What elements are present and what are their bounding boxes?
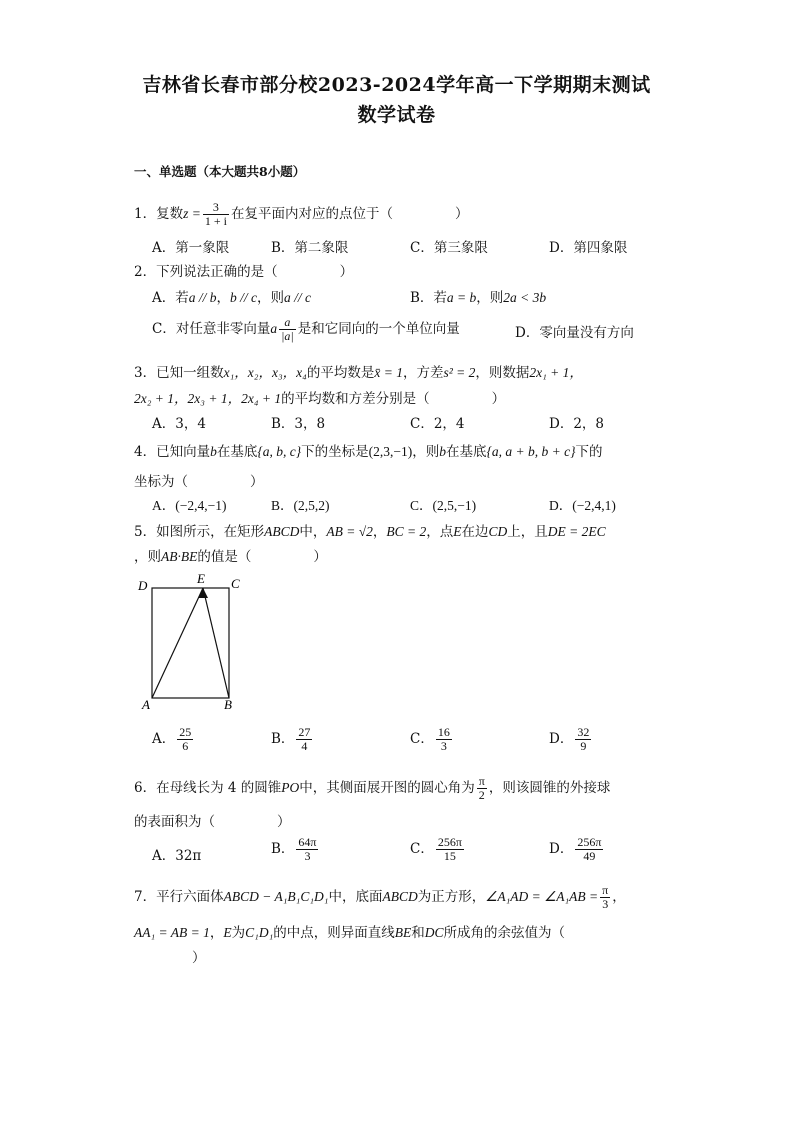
option-a: A．32π (152, 848, 202, 864)
question-3-line2: 2x₂ + 1，2x₃ + 1，2x₄ + 1的平均数和方差分别是（ ） (134, 391, 506, 407)
question-number: 6． (134, 780, 157, 796)
option-b: B．第二象限 (271, 240, 349, 256)
option-b: B．(2,5,2) (271, 498, 330, 513)
segment-be (203, 588, 229, 698)
option-c: C．(2,5,−1) (410, 498, 477, 513)
question-1: 1．复数z = $\frac{3}{1 + i}$ 在复平面内对应的点位于（ ） (134, 200, 469, 228)
option-a: A．第一象限 (152, 240, 230, 256)
page-title: 吉林省长春市部分校2023-2024学年高一下学期期末测试 (142, 74, 651, 96)
question-2: 2．下列说法正确的是（ ） (134, 264, 354, 280)
option-d: D．零向量没有方向 (515, 325, 634, 341)
option-a: A． $\frac{25}{6}$ (152, 725, 192, 753)
question-3: 3．已知一组数x₁，x₂，x₃，x₄的平均数是x̄ = 1，方差s² = 2，则数据2x₁ + 1， (134, 365, 583, 381)
option-d: D． $\frac{256\pi}{49}$ (549, 835, 602, 863)
option-c: C． $\frac{256\pi}{15}$ (410, 835, 462, 863)
question-number: 3． (134, 365, 157, 381)
question-number: 1． (134, 206, 157, 222)
option-b: B．3，8 (271, 416, 326, 432)
option-d: D．2，8 (549, 416, 605, 432)
question-4: 4．已知向量b在基底{a, b, c}下的坐标是(2,3,−1)，则b在基底{a, a + b, b + c}下的 (134, 444, 603, 460)
section-heading: 一、单选题（本大题共8小题） (134, 164, 306, 179)
option-d: D．(−2,4,1) (549, 498, 616, 513)
question-text: 复数 (156, 206, 184, 222)
rectangle-figure (130, 572, 250, 712)
question-5: 5．如图所示，在矩形ABCD中，AB = √2，BC = 2，点E在边CD上，且DE = 2EC (134, 524, 606, 540)
question-number: 2． (134, 264, 157, 280)
question-6-line2: 的表面积为（ ） (134, 814, 291, 830)
option-b: B．若a = b，则2a < 3b (410, 290, 547, 306)
question-6: 6．在母线长为 4 的圆锥PO中，其侧面展开图的圆心角为 $\frac{\pi}{2}$ ，则该圆锥的外接球 (134, 774, 611, 802)
fraction: $\frac{3}{1 + i}$ (204, 200, 227, 228)
arrowhead (198, 588, 208, 598)
option-a: A．(−2,4,−1) (152, 498, 227, 513)
option-c: C． $\frac{16}{3}$ (410, 725, 450, 753)
question-7-line3: ） (192, 950, 206, 966)
question-7: 7．平行六面体ABCD − A₁B₁C₁D₁中，底面ABCD为正方形，∠A₁AD = ∠A₁AB = $\frac{\pi}{3}$ ， (134, 883, 626, 911)
option-d: D． $\frac{32}{9}$ (549, 725, 590, 753)
question-4-line2: 坐标为（ ） (134, 474, 264, 490)
label-e: E (197, 572, 205, 586)
question-number: 4． (134, 444, 157, 460)
segment-ae (152, 588, 203, 698)
label-c: C (231, 576, 240, 591)
question-number: 7． (134, 889, 157, 905)
label-a: A (142, 697, 150, 712)
rectangle-abcd (152, 588, 229, 698)
question-5-line2: ，则AB·BE的值是（ ） (134, 549, 327, 565)
option-d: D．第四象限 (549, 240, 628, 256)
option-b: B． $\frac{64\pi}{3}$ (271, 835, 317, 863)
fraction: $\frac{a}{|a|}$ (281, 315, 294, 343)
page-subtitle: 数学试卷 (357, 104, 436, 126)
option-b: B． $\frac{27}{4}$ (271, 725, 311, 753)
option-c: C．第三象限 (410, 240, 488, 256)
option-a: A．若a // b，b // c，则a // c (152, 290, 312, 306)
label-b: B (224, 697, 232, 712)
question-number: 5． (134, 524, 157, 540)
question-7-line2: AA₁ = AB = 1，E为C₁D₁的中点，则异面直线BE和DC所成角的余弦值为（ (134, 925, 566, 941)
option-c: C．2，4 (410, 416, 465, 432)
option-a: A．3，4 (152, 416, 206, 432)
label-d: D (138, 578, 148, 593)
option-c: C．对任意非零向量a $\frac{a}{|a|}$ 是和它同向的一个单位向量 (152, 315, 460, 343)
